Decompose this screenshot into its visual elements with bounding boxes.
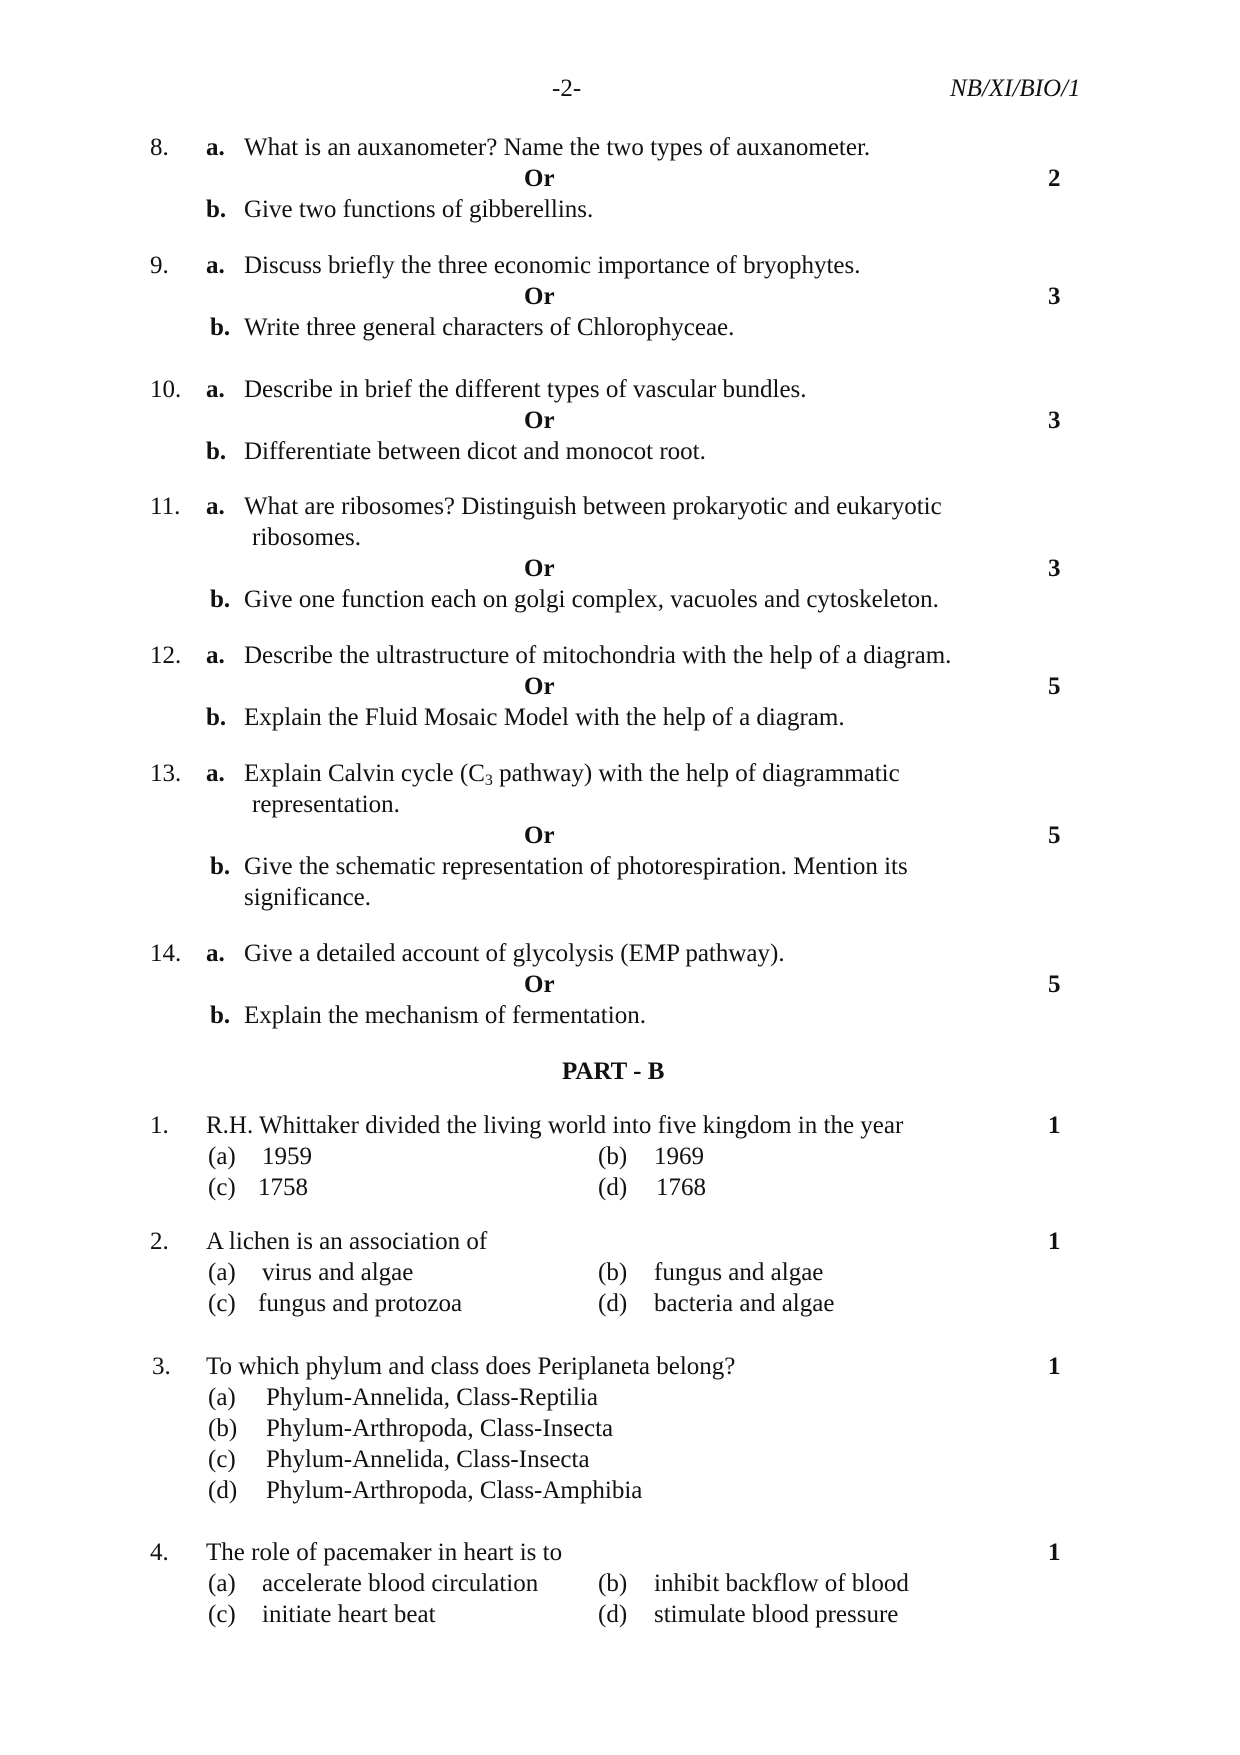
option-a-text: What is an auxanometer? Name the two types of auxanometer. bbox=[244, 134, 871, 161]
option-text: accelerate blood circulation bbox=[262, 1570, 539, 1597]
marks: 5 bbox=[1048, 822, 1061, 849]
question-number: 8. bbox=[150, 134, 169, 161]
option-a-label: a. bbox=[206, 493, 225, 520]
option-b-label: b. bbox=[210, 314, 231, 341]
question-text: R.H. Whittaker divided the living world into five kingdom in the year bbox=[206, 1112, 904, 1139]
option-a-label: a. bbox=[206, 252, 225, 279]
question-number: 3. bbox=[152, 1353, 171, 1380]
option-a-label: a. bbox=[206, 940, 225, 967]
option-b-text: Differentiate between dicot and monocot root. bbox=[244, 438, 706, 465]
option-text: Phylum-Arthropoda, Class-Insecta bbox=[266, 1415, 614, 1442]
question-text: A lichen is an association of bbox=[206, 1228, 488, 1255]
paper-code: NB/XI/BIO/1 bbox=[950, 75, 1081, 102]
option-label: (d) bbox=[208, 1477, 238, 1504]
option-b-label: b. bbox=[206, 438, 227, 465]
or-label: Or bbox=[524, 165, 555, 192]
option-a-text: Describe in brief the different types of vascular bundles. bbox=[244, 376, 807, 403]
marks: 5 bbox=[1048, 673, 1061, 700]
option-label: (c) bbox=[208, 1174, 236, 1201]
option-label: (b) bbox=[598, 1570, 628, 1597]
option-b-text: Give one function each on golgi complex, vacuoles and cytoskeleton. bbox=[244, 586, 939, 613]
option-a-text: Give a detailed account of glycolysis (EMP pathway). bbox=[244, 940, 785, 967]
option-label: (a) bbox=[208, 1259, 236, 1286]
question-number: 2. bbox=[150, 1228, 169, 1255]
option-text: 1758 bbox=[258, 1174, 308, 1201]
marks: 1 bbox=[1048, 1228, 1061, 1255]
page-number: -2- bbox=[552, 75, 582, 102]
subscript: 3 bbox=[484, 772, 493, 789]
option-label: (b) bbox=[598, 1259, 628, 1286]
option-b-text: Explain the Fluid Mosaic Model with the help of a diagram. bbox=[244, 704, 845, 731]
marks: 3 bbox=[1048, 555, 1061, 582]
or-label: Or bbox=[524, 822, 555, 849]
option-b-text-continued: significance. bbox=[244, 884, 372, 911]
option-label: (c) bbox=[208, 1601, 236, 1628]
question-number: 9. bbox=[150, 252, 169, 279]
question-text: To which phylum and class does Periplaneta belong? bbox=[206, 1353, 736, 1380]
or-label: Or bbox=[524, 555, 555, 582]
option-text: bacteria and algae bbox=[654, 1290, 835, 1317]
question-number: 1. bbox=[150, 1112, 169, 1139]
option-b-label: b. bbox=[206, 196, 227, 223]
option-label: (d) bbox=[598, 1601, 628, 1628]
option-b-label: b. bbox=[210, 853, 231, 880]
option-a-label: a. bbox=[206, 760, 225, 787]
option-label: (c) bbox=[208, 1290, 236, 1317]
or-label: Or bbox=[524, 283, 555, 310]
option-text: inhibit backflow of blood bbox=[654, 1570, 909, 1597]
marks: 3 bbox=[1048, 407, 1061, 434]
part-b-heading: PART - B bbox=[562, 1058, 665, 1085]
option-b-label: b. bbox=[206, 704, 227, 731]
question-number: 13. bbox=[150, 760, 182, 787]
option-a-text bbox=[244, 759, 900, 789]
option-text: fungus and protozoa bbox=[258, 1290, 463, 1317]
option-a-text: What are ribosomes? Distinguish between prokaryotic and eukaryotic bbox=[244, 493, 942, 520]
option-text: 1969 bbox=[654, 1143, 704, 1170]
option-b-text: Write three general characters of Chlorophyceae. bbox=[244, 314, 735, 341]
or-label: Or bbox=[524, 971, 555, 998]
question-number: 12. bbox=[150, 642, 182, 669]
question-number: 10. bbox=[150, 376, 182, 403]
option-text: stimulate blood pressure bbox=[654, 1601, 899, 1628]
option-label: (d) bbox=[598, 1290, 628, 1317]
option-a-text-continued: ribosomes. bbox=[252, 524, 362, 551]
option-b-label: b. bbox=[210, 1002, 231, 1029]
option-a-label: a. bbox=[206, 134, 225, 161]
or-label: Or bbox=[524, 407, 555, 434]
option-label: (b) bbox=[598, 1143, 628, 1170]
option-label: (a) bbox=[208, 1384, 236, 1411]
marks: 3 bbox=[1048, 283, 1061, 310]
option-a-text: Describe the ultrastructure of mitochondria with the help of a diagram. bbox=[244, 642, 952, 669]
option-b-text: Give two functions of gibberellins. bbox=[244, 196, 594, 223]
option-a-text: Discuss briefly the three economic importance of bryophytes. bbox=[244, 252, 861, 279]
marks: 5 bbox=[1048, 971, 1061, 998]
question-number: 14. bbox=[150, 940, 182, 967]
question-number: 4. bbox=[150, 1539, 169, 1566]
option-a-label: a. bbox=[206, 642, 225, 669]
option-text: Phylum-Arthropoda, Class-Amphibia bbox=[266, 1477, 643, 1504]
marks: 1 bbox=[1048, 1539, 1061, 1566]
option-a-text-continued: representation. bbox=[252, 791, 400, 818]
option-b-label: b. bbox=[210, 586, 231, 613]
option-label: (c) bbox=[208, 1446, 236, 1473]
option-a-text-post: pathway) with the help of diagrammatic bbox=[492, 760, 900, 787]
option-text: 1959 bbox=[262, 1143, 312, 1170]
option-text: 1768 bbox=[656, 1174, 706, 1201]
option-a-text-pre: Explain Calvin cycle (C bbox=[244, 760, 485, 787]
option-label: (a) bbox=[208, 1143, 236, 1170]
option-a-label: a. bbox=[206, 376, 225, 403]
option-text: Phylum-Annelida, Class-Reptilia bbox=[266, 1384, 598, 1411]
marks: 1 bbox=[1048, 1353, 1061, 1380]
question-number: 11. bbox=[150, 493, 181, 520]
option-b-text: Give the schematic representation of photorespiration. Mention its bbox=[244, 853, 908, 880]
marks: 1 bbox=[1048, 1112, 1061, 1139]
option-label: (a) bbox=[208, 1570, 236, 1597]
option-text: fungus and algae bbox=[654, 1259, 824, 1286]
option-label: (b) bbox=[208, 1415, 238, 1442]
marks: 2 bbox=[1048, 165, 1061, 192]
option-text: virus and algae bbox=[262, 1259, 414, 1286]
option-text: initiate heart beat bbox=[262, 1601, 436, 1628]
option-b-text: Explain the mechanism of fermentation. bbox=[244, 1002, 646, 1029]
question-text: The role of pacemaker in heart is to bbox=[206, 1539, 563, 1566]
option-text: Phylum-Annelida, Class-Insecta bbox=[266, 1446, 590, 1473]
or-label: Or bbox=[524, 673, 555, 700]
option-label: (d) bbox=[598, 1174, 628, 1201]
